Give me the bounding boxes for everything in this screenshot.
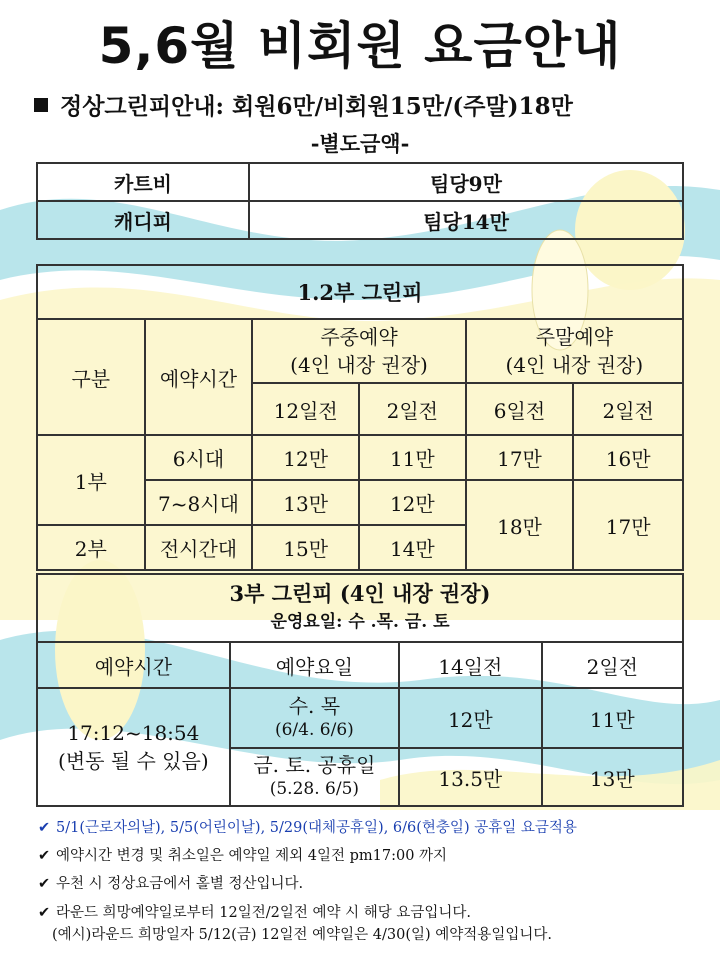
col-gubun-header: 구분 xyxy=(37,319,145,435)
part2-label: 2부 xyxy=(37,525,145,570)
subcol-weekend-6: 6일전 xyxy=(466,383,574,435)
list-item xyxy=(38,842,577,870)
note-text: 예약시간 변경 및 취소일은 예약일 제외 4일전 pm17:00 까지 xyxy=(56,848,448,864)
table-row xyxy=(37,688,683,748)
check-icon: ✔ xyxy=(38,905,51,921)
header-14: 14일전 xyxy=(399,642,542,688)
check-icon: ✔ xyxy=(38,820,51,836)
page-title: 5,6월 비회원 요금안내 xyxy=(98,17,622,75)
list-item xyxy=(38,902,577,924)
note-text: 5/1(근로자의날), 5/5(어린이날), 5/29(대체공휴일), 6/6(현충일) 공휴일 요금적용 xyxy=(56,820,577,836)
check-icon: ✔ xyxy=(38,848,51,864)
part3-green-fee-table xyxy=(36,573,684,807)
fee-weekend-merged-6: 18만 xyxy=(466,480,574,570)
part3-time: 17:12~18:54 xyxy=(67,721,200,745)
day-frisat-dates: (5.28. 6/5) xyxy=(269,779,360,799)
fee-6-we6: 17만 xyxy=(466,435,574,480)
col-time-header: 예약시간 xyxy=(145,319,253,435)
list-item xyxy=(38,924,577,946)
table-row xyxy=(37,163,683,201)
header-day: 예약요일 xyxy=(230,642,399,688)
fee-6-we2: 16만 xyxy=(573,435,683,480)
subcol-weekend-2: 2일전 xyxy=(573,383,683,435)
table-row xyxy=(37,435,683,480)
day-wedthu-label: 수. 목 xyxy=(288,694,341,718)
day-frisat xyxy=(230,748,399,806)
caddie-fee-label: 캐디피 xyxy=(37,201,249,239)
cart-fee-value: 팀당9만 xyxy=(249,163,683,201)
table-row xyxy=(37,319,683,383)
extra-fee-table xyxy=(36,162,684,240)
fee-wedthu-2: 11만 xyxy=(542,688,683,748)
fee-weekend-merged-2: 17만 xyxy=(573,480,683,570)
regular-fee-text: 정상그린피안내: 회원6만/비회원15만/(주말)18만 xyxy=(60,93,573,120)
part1-label: 1부 xyxy=(37,435,145,525)
regular-fee-notice xyxy=(34,88,573,121)
header-time: 예약시간 xyxy=(37,642,230,688)
note-text: 라운드 희망예약일로부터 12일전/2일전 예약 시 해당 요금입니다. xyxy=(56,905,471,921)
weekend-header-sub: (4인 내장 권장) xyxy=(505,353,644,377)
time-all: 전시간대 xyxy=(145,525,253,570)
weekend-header xyxy=(466,319,683,383)
day-wedthu xyxy=(230,688,399,748)
time-78: 7~8시대 xyxy=(145,480,253,525)
table-row xyxy=(37,642,683,688)
day-frisat-label: 금. 토. 공휴일 xyxy=(253,753,376,777)
weekday-header xyxy=(252,319,465,383)
fee-6-wd2: 11만 xyxy=(359,435,466,480)
part3-time-cell xyxy=(37,688,230,806)
part12-title: 1.2부 그린피 xyxy=(37,265,683,319)
header-2: 2일전 xyxy=(542,642,683,688)
part3-time-note: (변동 될 수 있음) xyxy=(58,749,209,773)
list-item xyxy=(38,814,577,842)
list-item xyxy=(38,870,577,898)
weekend-header-label: 주말예약 xyxy=(535,325,613,349)
caddie-fee-value: 팀당14만 xyxy=(249,201,683,239)
weekday-header-label: 주중예약 xyxy=(320,325,398,349)
table-row xyxy=(37,265,683,319)
fee-all-wd12: 15만 xyxy=(252,525,359,570)
subcol-weekday-2: 2일전 xyxy=(359,383,466,435)
part3-title: 3부 그린피 (4인 내장 권장) xyxy=(229,581,491,606)
fee-frisat-2: 13만 xyxy=(542,748,683,806)
separate-fee-label: -별도금액- xyxy=(310,131,410,156)
check-icon: ✔ xyxy=(38,876,51,892)
fee-wedthu-14: 12만 xyxy=(399,688,542,748)
fee-78-wd12: 13만 xyxy=(252,480,359,525)
table-row xyxy=(37,201,683,239)
notes-list xyxy=(38,814,577,946)
cart-fee-label: 카트비 xyxy=(37,163,249,201)
table-row xyxy=(37,574,683,642)
note-text: (예시)라운드 희망일자 5/12(금) 12일전 예약일은 4/30(일) 예약적용일입니다. xyxy=(52,927,552,943)
weekday-header-sub: (4인 내장 권장) xyxy=(290,353,428,377)
note-text: 우천 시 정상요금에서 홀별 정산입니다. xyxy=(56,876,304,892)
fee-frisat-14: 13.5만 xyxy=(399,748,542,806)
square-bullet-icon xyxy=(34,98,48,112)
time-6: 6시대 xyxy=(145,435,253,480)
fee-78-wd2: 12만 xyxy=(359,480,466,525)
day-wedthu-dates: (6/4. 6/6) xyxy=(274,720,354,740)
fee-all-wd2: 14만 xyxy=(359,525,466,570)
subcol-weekday-12: 12일전 xyxy=(252,383,359,435)
fee-6-wd12: 12만 xyxy=(252,435,359,480)
part3-title-cell xyxy=(37,574,683,642)
part3-days: 운영요일: 수 .목. 금. 토 xyxy=(270,612,450,632)
part12-green-fee-table xyxy=(36,264,684,571)
